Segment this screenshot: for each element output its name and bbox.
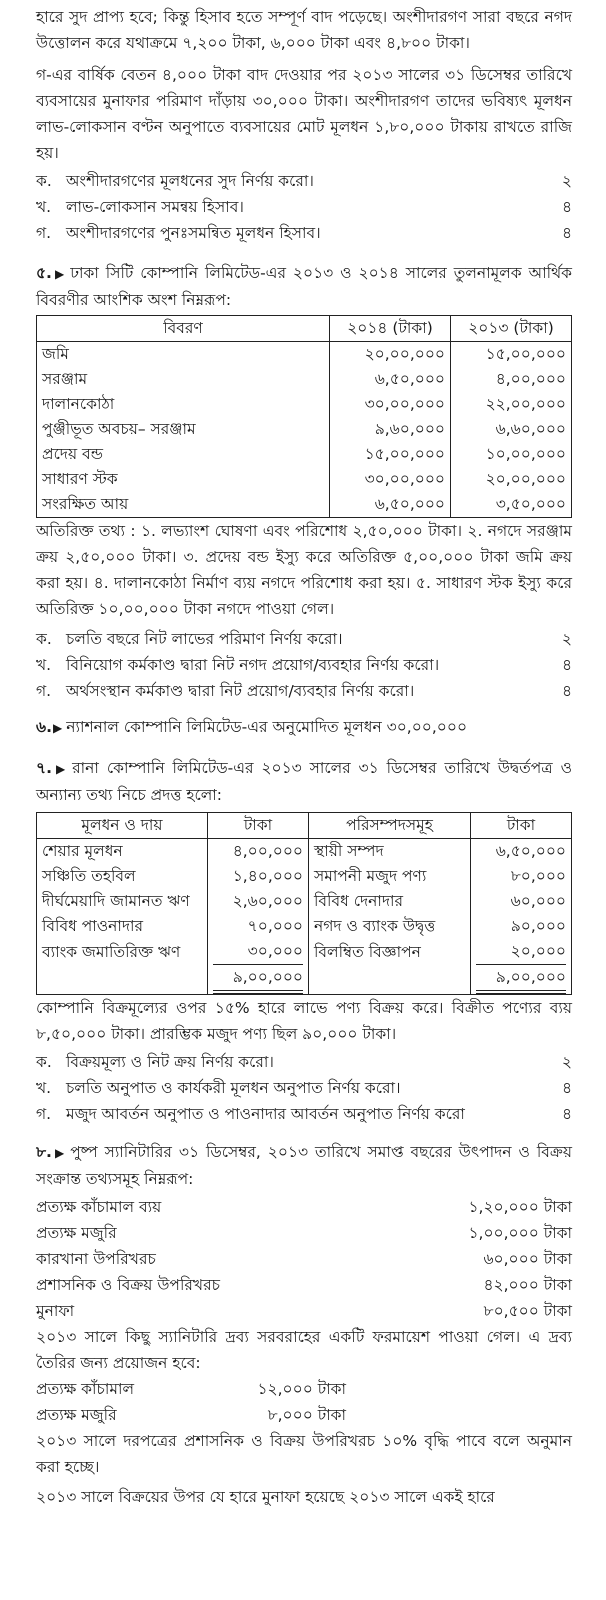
sub-question <box>36 220 572 246</box>
item-value: ১২,০০০ টাকা <box>257 1380 346 1398</box>
sub-question-marks: ২ <box>561 1053 572 1071</box>
value-2014: ১৫,০০,০০০ <box>330 442 451 467</box>
value-2014: ৬,৫০,০০০ <box>330 367 451 392</box>
sub-question-marks: ৪ <box>561 656 572 674</box>
sub-question-label: খ. <box>36 198 52 216</box>
intro-paragraph-2: গ-এর বার্ষিক বেতন ৪,০০০ টাকা বাদ দেওয়ার পর ২০১৩ সালের ৩১ ডিসেম্বর তারিখে ব্যবসায়ের মুনাফার পরিমাণ দাঁড়ায় ৩০,০০০ টাকা। অংশীদারগণ তাদের ভবিষ্যৎ মূলধন লাভ-লোকসান বণ্টন অনুপাতে ব্যবসায়ের মোট মূলধন ১,৮০,০০০ টাকায় রাখতে রাজি হয়। <box>36 66 572 162</box>
value-2013: ১৫,০০,০০০ <box>451 342 572 368</box>
sub-question-text: অর্থসংস্থান কর্মকাণ্ড দ্বারা নিট প্রয়োগ/ব্যবহার নির্ণয় করো। <box>66 682 415 700</box>
item-value: ৮,০০০ টাকা <box>267 1406 346 1424</box>
question-number: ৫. <box>36 264 52 282</box>
question-number: ৬. <box>36 718 52 736</box>
sub-question <box>36 678 572 704</box>
row-label: দালানকোঠা <box>37 392 330 417</box>
blank-cell <box>37 965 208 995</box>
row-label: পুঞ্জীভূত অবচয়– সরঞ্জাম <box>37 417 330 442</box>
sub-question-marks: ৪ <box>561 1105 572 1123</box>
list-item <box>36 1194 572 1220</box>
liability-label: শেয়ার মূলধন <box>37 839 208 865</box>
sub-question-text: লাভ-লোকসান সমন্বয় হিসাব। <box>66 198 244 216</box>
value-2013: ১০,০০,০০০ <box>451 442 572 467</box>
table-row <box>37 367 572 392</box>
liability-label: বিবিধ পাওনাদার <box>37 914 208 939</box>
question-8 <box>36 1139 572 1510</box>
question-6-stem <box>36 714 572 741</box>
sub-question <box>36 652 572 678</box>
question-8-paragraph-2: ২০১৩ সালে দরপত্রের প্রশাসনিক ও বিক্রয় উপরিখরচ ১০% বৃদ্ধি পাবে বলে অনুমান করা হচ্ছে। <box>36 1432 572 1476</box>
question-number: ৭. <box>36 759 52 777</box>
question-text: পুষ্প স্যানিটারির ৩১ ডিসেম্বর, ২০১৩ তারিখে সমাপ্ত বছরের উৎপাদন ও বিক্রয় সংক্রান্ত তথ্যসমূহ নিম্নরূপ: <box>36 1143 572 1188</box>
list-item <box>36 1298 572 1324</box>
liability-total <box>208 965 309 995</box>
asset-total-text: ৯,০০,০০০ <box>476 965 566 994</box>
item-value: ৪২,০০০ টাকা <box>483 1276 572 1294</box>
sub-question-label: খ. <box>36 1079 52 1097</box>
question-8-stem <box>36 1139 572 1192</box>
liability-amount-text: ৩০,০০০ <box>213 939 303 965</box>
row-label: প্রদেয় বন্ড <box>37 442 330 467</box>
table-row <box>37 939 572 965</box>
sub-question <box>36 1049 572 1075</box>
sub-question-label: গ. <box>36 682 52 700</box>
financial-statement-table <box>36 315 572 518</box>
sub-question-label: গ. <box>36 224 52 242</box>
row-label: জমি <box>37 342 330 368</box>
intro-paragraph-1: হারে সুদ প্রাপ্য হবে; কিন্তু হিসাব হতে সম্পূর্ণ বাদ পড়েছে। অংশীদারগণ সারা বছরে নগদ উত্তোলন করে যথাক্রমে ৭,২০০ টাকা, ৬,০০০ টাকা এবং ৪,৮০০ টাকা। <box>36 8 572 52</box>
liability-amount: ১,৪০,০০০ <box>208 864 309 889</box>
liability-amount: ৭০,০০০ <box>208 914 309 939</box>
asset-amount: ৬,৫০,০০০ <box>471 839 572 865</box>
table-row <box>37 889 572 914</box>
sub-question-text: চলতি বছরে নিট লাভের পরিমাণ নির্ণয় করো। <box>66 630 343 648</box>
sub-question-label: খ. <box>36 656 52 674</box>
list-item <box>36 1402 572 1428</box>
liability-label: দীর্ঘমেয়াদি জামানত ঋণ <box>37 889 208 914</box>
sub-question-marks: ২ <box>561 630 572 648</box>
list-item <box>36 1246 572 1272</box>
value-2014: ২০,০০,০০০ <box>330 342 451 368</box>
item-label: প্রত্যক্ষ কাঁচামাল ব্যয় <box>36 1198 162 1216</box>
value-2014: ৩০,০০,০০০ <box>330 392 451 417</box>
row-label: সাধারণ স্টক <box>37 467 330 492</box>
additional-info: অতিরিক্ত তথ্য : ১. লভ্যাংশ ঘোষণা এবং পরিশোধ ২,৫০,০০০ টাকা। ২. নগদে সরঞ্জাম ক্রয় ২,৫০,০০০ টাকা। ৩. প্রদেয় বন্ড ইস্যু করে অতিরিক্ত ৫,০০,০০০ টাকা জমি ক্রয় করা হয়। ৪. দালানকোঠা নির্মাণ ব্যয় নগদে পরিশোধ করা হয়। ৫. সাধারণ স্টক ইস্যু করে অতিরিক্ত ১০,০০,০০০ টাকা নগদে পাওয়া গেল। <box>36 522 572 618</box>
table-header: পরিসম্পদসমূহ <box>309 813 471 839</box>
sub-question-text: বিক্রয়মূল্য ও নিট ক্রয় নির্ণয় করো। <box>66 1053 274 1071</box>
table-row <box>37 417 572 442</box>
question-8-paragraph-3: ২০১৩ সালে বিক্রয়ের উপর যে হারে মুনাফা হয়েছে ২০১৩ সালে একই হারে <box>36 1488 495 1506</box>
item-label: প্রশাসনিক ও বিক্রয় উপরিখরচ <box>36 1276 220 1294</box>
asset-label: সমাপনী মজুদ পণ্য <box>309 864 471 889</box>
asset-label: স্থায়ী সম্পদ <box>309 839 471 865</box>
table-header: টাকা <box>208 813 309 839</box>
item-label: প্রত্যক্ষ মজুরি <box>36 1224 117 1242</box>
value-2013: ৪,০০,০০০ <box>451 367 572 392</box>
question-5 <box>36 260 572 704</box>
value-2013: ৩,৫০,০০০ <box>451 492 572 518</box>
sub-question-marks: ৪ <box>561 1079 572 1097</box>
liability-amount: ৪,০০,০০০ <box>208 839 309 865</box>
blank-cell <box>309 965 471 995</box>
sub-question-text: মজুদ আবর্তন অনুপাত ও পাওনাদার আবর্তন অনুপাত নির্ণয় করো <box>66 1105 465 1123</box>
sub-question-label: ক. <box>36 172 52 190</box>
item-label: মুনাফা <box>36 1302 75 1320</box>
question-5-sub-questions <box>36 626 572 704</box>
sub-question-marks: ৪ <box>561 198 572 216</box>
order-requirements-list <box>36 1376 572 1428</box>
cost-list <box>36 1194 572 1324</box>
question-text: ন্যাশনাল কোম্পানি লিমিটেড-এর অনুমোদিত মূলধন ৩০,০০,০০০ <box>66 718 468 736</box>
question-6 <box>36 714 572 741</box>
table-row <box>37 492 572 518</box>
sub-question-label: গ. <box>36 1105 52 1123</box>
question-text: রানা কোম্পানি লিমিটেড-এর ২০১৩ সালের ৩১ ডিসেম্বর তারিখে উদ্বর্তপত্র ও অন্যান্য তথ্য নিচে প্রদত্ত হলো: <box>36 759 572 804</box>
table-header: ২০১৪ (টাকা) <box>330 316 451 342</box>
sub-question-marks: ৪ <box>561 682 572 700</box>
question-7-stem <box>36 755 572 808</box>
item-value: ৮০,৫০০ টাকা <box>483 1302 572 1320</box>
list-item <box>36 1376 572 1402</box>
value-2013: ২০,০০,০০০ <box>451 467 572 492</box>
liability-label: ব্যাংক জমাতিরিক্ত ঋণ <box>37 939 208 965</box>
table-header: ২০১৩ (টাকা) <box>451 316 572 342</box>
sub-question-text: অংশীদারগণের পুনঃসমন্বিত মূলধন হিসাব। <box>66 224 321 242</box>
asset-amount: ৯০,০০০ <box>471 914 572 939</box>
value-2014: ৯,৬০,০০০ <box>330 417 451 442</box>
sub-question <box>36 626 572 652</box>
sub-question-text: চলতি অনুপাত ও কার্যকরী মূলধন অনুপাত নির্ণয় করো। <box>66 1079 401 1097</box>
asset-amount-text: ২০,০০০ <box>476 939 566 965</box>
table-header: বিবরণ <box>37 316 330 342</box>
asset-label: নগদ ও ব্যাংক উদ্বৃত্ত <box>309 914 471 939</box>
table-row <box>37 864 572 889</box>
total-row <box>37 965 572 995</box>
table-row <box>37 467 572 492</box>
sub-question <box>36 1075 572 1101</box>
asset-label: বিবিধ দেনাদার <box>309 889 471 914</box>
list-item <box>36 1220 572 1246</box>
table-header: টাকা <box>471 813 572 839</box>
sub-question-text: অংশীদারগণের মূলধনের সুদ নির্ণয় করো। <box>66 172 314 190</box>
table-row <box>37 839 572 865</box>
question-7-sub-questions <box>36 1049 572 1127</box>
table-row <box>37 442 572 467</box>
value-2013: ২২,০০,০০০ <box>451 392 572 417</box>
question-number: ৮. <box>36 1143 52 1161</box>
arrow-icon: ▶ <box>52 267 67 281</box>
asset-amount: ৬০,০০০ <box>471 889 572 914</box>
liability-amount <box>208 939 309 965</box>
item-value: ১,০০,০০০ টাকা <box>468 1224 572 1242</box>
arrow-icon: ▶ <box>52 1146 67 1160</box>
document-page <box>36 4 572 1510</box>
table-row <box>37 392 572 417</box>
value-2014: ৬,৫০,০০০ <box>330 492 451 518</box>
liability-total-text: ৯,০০,০০০ <box>213 965 303 994</box>
sub-question-marks: ৪ <box>561 224 572 242</box>
question-7 <box>36 755 572 1127</box>
sub-question-label: ক. <box>36 630 52 648</box>
sub-question-text: বিনিয়োগ কর্মকাণ্ড দ্বারা নিট নগদ প্রয়োগ/ব্যবহার নির্ণয় করো। <box>66 656 440 674</box>
item-value: ১,২০,০০০ টাকা <box>468 1198 572 1216</box>
sub-question-label: ক. <box>36 1053 52 1071</box>
item-label: প্রত্যক্ষ কাঁচামাল <box>36 1380 135 1398</box>
question-7-paragraph: কোম্পানি বিক্রমূল্যের ওপর ১৫% হারে লাভে পণ্য বিক্রয় করে। বিক্রীত পণ্যের ব্যয় ৮,৫০,০০০ টাকা। প্রারম্ভিক মজুদ পণ্য ছিল ৯০,০০০ টাকা। <box>36 999 572 1043</box>
question-8-paragraph-1: ২০১৩ সালে কিছু স্যানিটারি দ্রব্য সরবরাহের একটি ফরমায়েশ পাওয়া গেল। এ দ্রব্য তৈরির জন্য প্রয়োজন হবে: <box>36 1328 572 1372</box>
item-value: ৬০,০০০ টাকা <box>483 1250 572 1268</box>
item-label: প্রত্যক্ষ মজুরি <box>36 1406 117 1424</box>
asset-amount: ৮০,০০০ <box>471 864 572 889</box>
list-item <box>36 1272 572 1298</box>
question-5-stem <box>36 260 572 313</box>
intro-sub-questions <box>36 168 572 246</box>
asset-amount <box>471 939 572 965</box>
sub-question <box>36 1101 572 1127</box>
sub-question <box>36 168 572 194</box>
sub-question <box>36 194 572 220</box>
question-text: ঢাকা সিটি কোম্পানি লিমিটেড-এর ২০১৩ ও ২০১৪ সালের তুলনামূলক আর্থিক বিবরণীর আংশিক অংশ নিম্নরূপ: <box>36 264 572 309</box>
row-label: সংরক্ষিত আয় <box>37 492 330 518</box>
arrow-icon: ▶ <box>52 762 69 776</box>
asset-label: বিলম্বিত বিজ্ঞাপন <box>309 939 471 965</box>
table-row <box>37 914 572 939</box>
liability-label: সঞ্চিতি তহবিল <box>37 864 208 889</box>
balance-sheet-table <box>36 812 572 995</box>
arrow-icon: ▶ <box>52 721 63 735</box>
item-label: কারখানা উপরিখরচ <box>36 1250 156 1268</box>
table-header: মূলধন ও দায় <box>37 813 208 839</box>
value-2013: ৬,৬০,০০০ <box>451 417 572 442</box>
table-row <box>37 342 572 368</box>
sub-question-marks: ২ <box>561 172 572 190</box>
liability-amount: ২,৬০,০০০ <box>208 889 309 914</box>
value-2014: ৩০,০০,০০০ <box>330 467 451 492</box>
row-label: সরঞ্জাম <box>37 367 330 392</box>
asset-total <box>471 965 572 995</box>
